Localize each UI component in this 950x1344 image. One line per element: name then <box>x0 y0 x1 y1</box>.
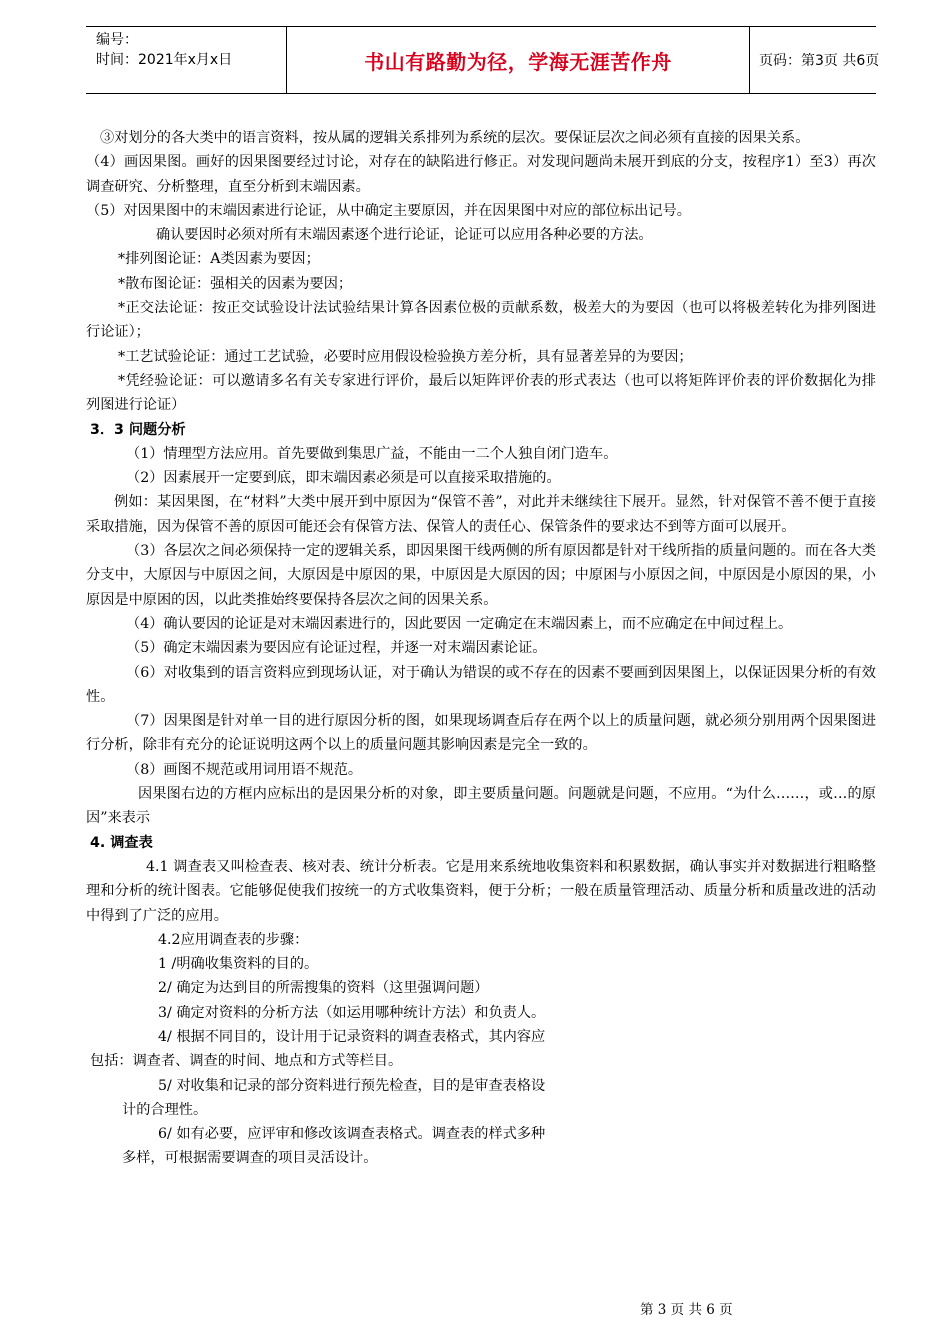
step-item: 3/ 确定对资料的分析方法（如运用哪种统计方法）和负责人。 <box>158 1004 546 1021</box>
paragraph: 例如：某因果图，在“材料”大类中展开到中原因为“保管不善”，对此并未继续往下展开。显然，针对保管不善不便于直接采取措施，因为保管不善的原因可能还会有保管方法、保管人的责任心、保管条件的要求达不到等方面可以展开。 <box>86 494 876 535</box>
header-meta <box>86 27 286 96</box>
list-item: *凭经验论证：可以邀请多名有关专家进行评价，最后以矩阵评价表的形式表达（也可以将矩阵评价表的评价数据化为排列图进行论证） <box>86 372 876 414</box>
list-item: *散布图论证：强相关的因素为要因； <box>118 275 353 292</box>
paragraph: （3）各层次之间必须保持一定的逻辑关系，即因果图干线两侧的所有原因都是针对干线所指的质量问题的。而在各大类分支中，大原因与中原因之间，大原因是中原因的果，中原因是大原因的因；中原困与小原因之间，中原因是小原因的果，小原因是中原困的因，以此类推始终要保持各层次之间的因果关系。 <box>86 543 876 608</box>
paragraph: （6）对收集到的语言资料应到现场认证，对于确认为错误的或不存在的因素不要画到因果图上，以保证因果分析的有效性。 <box>86 664 876 705</box>
list-item: *工艺试验论证：通过工艺试验，必要时应用假设检验换方差分析，具有显著差异的为要因； <box>118 348 693 365</box>
paragraph: 4.2应用调查表的步骤： <box>158 931 309 948</box>
header-motto: 书山有路勤为径，学海无涯苦作舟 <box>286 27 750 93</box>
paragraph: ③对划分的各大类中的语言资料，按从属的逻辑关系排列为系统的层次。要保证层次之间必须有直接的因果关系。 <box>100 130 810 146</box>
section-heading: 4. 调查表 <box>90 834 153 851</box>
document-date-label: 时间：2021年x月x日 <box>96 52 233 68</box>
page-header <box>86 26 880 94</box>
paragraph: （2）因素展开一定要到底，即末端因素必须是可以直接采取措施的。 <box>126 470 561 487</box>
section-heading: 3．3 问题分析 <box>90 421 186 438</box>
document-body <box>86 126 876 1171</box>
step-item: 5/ 对收集和记录的部分资料进行预先检查，目的是审查表格设 <box>158 1077 546 1094</box>
step-item-continued: 包括：调查者、调查的时间、地点和方式等栏目。 <box>90 1053 403 1070</box>
step-item-continued: 计的合理性。 <box>122 1101 208 1118</box>
paragraph: （1）情理型方法应用。首先要做到集思广益，不能由一二个人独自闭门造车。 <box>126 445 618 462</box>
step-item: 4/ 根据不同目的，设计用于记录资料的调查表格式，其内容应 <box>158 1028 546 1045</box>
paragraph: 4.1 调查表又叫检查表、核对表、统计分析表。它是用来系统地收集资料和积累数据，确认事实并对数据进行粗略整理和分析的统计图表。它能够促使我们按统一的方式收集资料，便于分析；一般在质量管理活动、质量分析和质量改进的活动中得到了广泛的应用。 <box>86 858 876 924</box>
page-footer: 第 3 页 共 6 页 <box>640 1302 733 1318</box>
paragraph: （5）对因果图中的末端因素进行论证，从中确定主要原因，并在因果图中对应的部位标出记号。 <box>86 202 691 219</box>
paragraph: （8）画图不规范或用词用语不规范。 <box>126 761 363 778</box>
paragraph: （7）因果图是针对单一目的进行原因分析的图，如果现场调查后存在两个以上的质量问题，就必须分别用两个因果图进行分析，除非有充分的论证说明这两个以上的质量问题其影响因素是完全一致的。 <box>86 713 876 754</box>
paragraph: （5）确定末端因素为要因应有论证过程，并逐一对末端因素论证。 <box>126 640 547 657</box>
step-item: 6/ 如有必要，应评审和修改该调查表格式。调查表的样式多种 <box>158 1126 546 1143</box>
document-number-label: 编号： <box>96 32 138 48</box>
list-item: *正交法论证：按正交试验设计法试验结果计算各因素位极的贡献系数，极差大的为要因（也可以将极差转化为排列图进行论证）； <box>86 300 876 341</box>
paragraph: （4）确认要因的论证是对末端因素进行的，因此要因 一定确定在末端因素上，而不应确定在中间过程上。 <box>126 615 793 632</box>
paragraph: （4）画因果图。画好的因果图要经过讨论，对存在的缺陷进行修正。对发现问题尚未展开到底的分支，按程序1）至3）再次调查研究、分析整理，直至分析到末端因素。 <box>86 154 876 195</box>
step-item-continued: 多样，可根据需要调查的项目灵活设计。 <box>122 1150 378 1167</box>
step-item: 1 /明确收集资料的目的。 <box>158 956 319 973</box>
paragraph: 确认要因时必须对所有末端因素逐个进行论证，论证可以应用各种必要的方法。 <box>156 227 653 244</box>
list-item: *排列图论证：A类因素为要因； <box>118 251 320 268</box>
header-page-number: 页码：第3页 共6页 <box>759 53 880 69</box>
step-item: 2/ 确定为达到目的所需搜集的资料（这里强调问题） <box>158 980 489 997</box>
paragraph: 因果图右边的方框内应标出的是因果分析的对象，即主要质量问题。问题就是问题，不应用。“为什么……，或…的原因”来表示 <box>86 786 876 827</box>
